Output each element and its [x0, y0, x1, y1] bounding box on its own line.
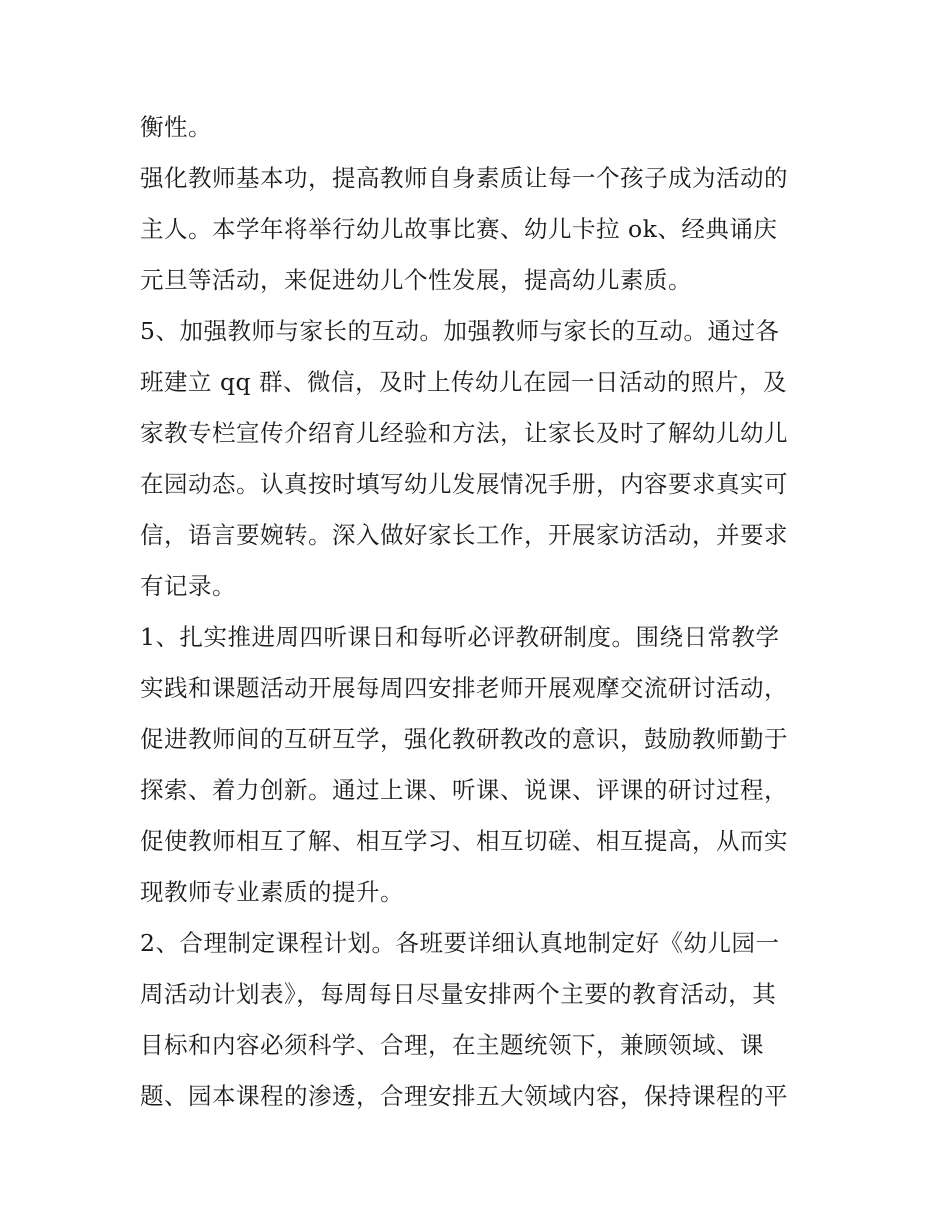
text-line-8: 在园动态。认真按时填写幼儿发展情况手册，内容要求真实可 — [140, 470, 788, 498]
text-line-15: 促使教师相互了解、相互学习、相互切磋、相互提高，从而实 — [140, 827, 788, 855]
text-line-2: 强化教师基本功，提高教师自身素质让每一个孩子成为活动的 — [140, 164, 788, 192]
text-line-14: 探索、着力创新。通过上课、听课、说课、评课的研讨过程， — [140, 776, 788, 804]
text-line-7: 家教专栏宣传介绍育儿经验和方法，让家长及时了解幼儿幼儿 — [140, 419, 788, 447]
text-line-4: 元旦等活动，来促进幼儿个性发展，提高幼儿素质。 — [140, 266, 692, 294]
text-line-3: 主人。本学年将举行幼儿故事比赛、幼儿卡拉 ok、经典诵庆 — [140, 215, 778, 243]
text-line-6: 班建立 qq 群、微信，及时上传幼儿在园一日活动的照片，及 — [140, 368, 788, 396]
text-line-19: 目标和内容必须科学、合理，在主题统领下，兼顾领域、课 — [140, 1031, 764, 1059]
text-line-13: 促进教师间的互研互学，强化教研教改的意识，鼓励教师勤于 — [140, 725, 788, 753]
text-line-16: 现教师专业素质的提升。 — [140, 878, 404, 906]
text-line-18: 周活动计划表》，每周每日尽量安排两个主要的教育活动，其 — [140, 980, 777, 1008]
text-line-12: 实践和课题活动开展每周四安排老师开展观摩交流研讨活动， — [140, 674, 788, 702]
text-line-10: 有记录。 — [140, 572, 236, 600]
text-line-1: 衡性。 — [140, 113, 212, 141]
text-line-17: 2、合理制定课程计划。各班要详细认真地制定好《幼儿园一 — [140, 929, 780, 957]
text-line-9: 信，语言要婉转。深入做好家长工作，开展家访活动，并要求 — [140, 521, 788, 549]
text-line-20: 题、园本课程的渗透，合理安排五大领域内容，保持课程的平 — [140, 1082, 788, 1110]
text-line-5: 5、加强教师与家长的互动。加强教师与家长的互动。通过各 — [140, 317, 780, 345]
text-line-11: 1、扎实推进周四听课日和每听必评教研制度。围绕日常教学 — [140, 623, 780, 651]
